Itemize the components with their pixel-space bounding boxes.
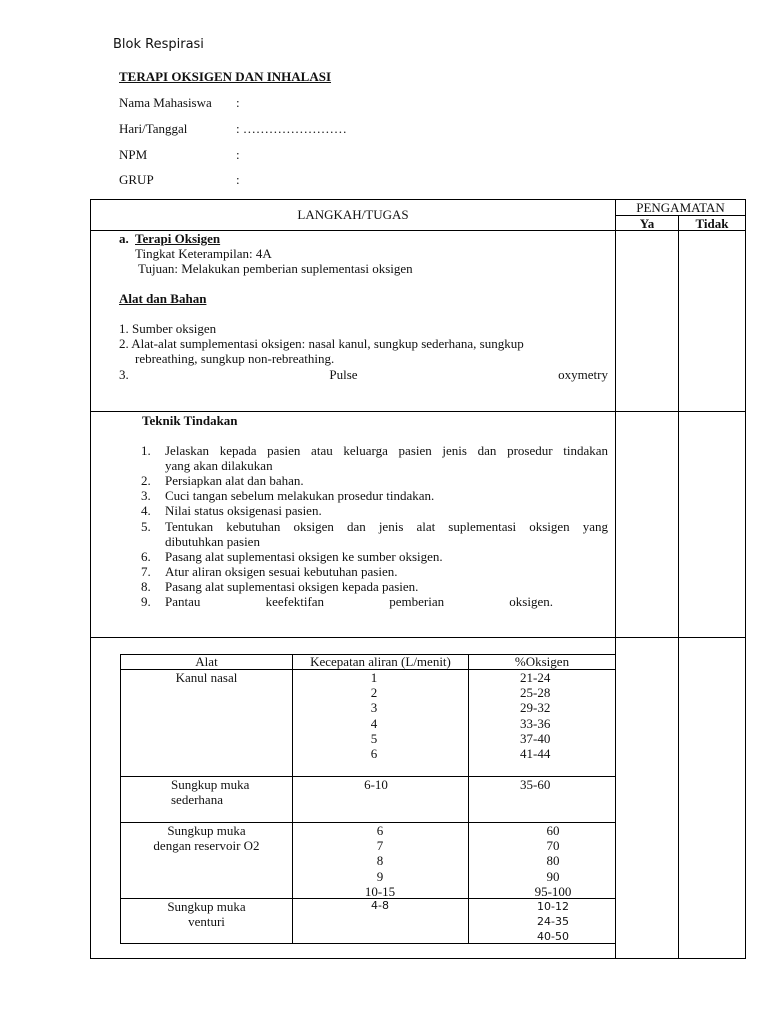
oxy-border-right — [615, 654, 616, 944]
column-header-steps: LANGKAH/TUGAS — [297, 207, 409, 222]
tool-item-3-word2: oxymetry — [558, 367, 608, 382]
oxy-oxygen-value: 80 — [546, 853, 560, 869]
oxy-flow-value: 7 — [376, 838, 384, 854]
field-label-name: Nama Mahasiswa — [119, 95, 212, 110]
step-text: dibutuhkan pasien — [165, 533, 260, 549]
table-border-yes-right — [678, 215, 679, 959]
tool-item-2: 2. Alat-alat sumplementasi oksigen: nasal kanul, sungkup sederhana, sungkup — [119, 336, 524, 351]
oxy-flow-value: 6 — [376, 823, 384, 838]
technique-title: Teknik Tindakan — [142, 413, 238, 428]
step-number: 2. — [141, 473, 151, 489]
tool-item-3 — [119, 367, 608, 383]
oxy-flow-value: 2 — [370, 685, 378, 701]
oxy-oxygen-reservoir — [505, 823, 601, 899]
table-border-right — [745, 199, 746, 959]
field-label-npm: NPM — [119, 147, 148, 162]
tool-item-3-word1: Pulse — [329, 367, 358, 382]
oxy-flows-reservoir — [293, 823, 467, 899]
step-text: Nilai status oksigenasi pasien. — [165, 503, 322, 519]
oxy-oxygen-value: 95-100 — [534, 883, 572, 899]
field-label-date: Hari/Tanggal — [119, 121, 188, 136]
header-label: Blok Respirasi — [113, 37, 204, 52]
oxy-flow-value: 4 — [370, 715, 378, 731]
tools-title: Alat dan Bahan — [119, 291, 207, 306]
column-header-observation: PENGAMATAN — [636, 200, 725, 215]
oxy-flow-value: 10-15 — [364, 883, 396, 899]
section-prefix: a. — [119, 231, 129, 246]
field-value-name: : — [236, 95, 240, 110]
step-number: 3. — [141, 488, 151, 504]
step-text: yang akan dilakukan — [165, 458, 273, 474]
oxy-flow-value: 5 — [370, 730, 378, 746]
oxy-oxygen-value: 10-12 — [537, 900, 569, 913]
oxy-oxygen-kanul — [520, 670, 550, 761]
oxy-oxygen-value: 60 — [546, 823, 560, 838]
step-9-text — [165, 594, 553, 610]
oxy-oxygen-simple-mask: 35-60 — [520, 777, 551, 792]
oxy-oxygen-value: 40-50 — [537, 930, 569, 943]
page-title: TERAPI OKSIGEN DAN INHALASI — [119, 69, 332, 84]
oxy-device-kanul: Kanul nasal — [175, 670, 238, 685]
step-9-word: pemberian — [389, 594, 445, 609]
oxy-oxygen-value: 33-36 — [520, 715, 551, 731]
step-text: Atur aliran oksigen sesuai kebutuhan pasien. — [165, 563, 398, 579]
step-text: Tentukan kebutuhan oksigen dan jenis alat suplementasi oksigen yang — [165, 518, 608, 534]
field-value-group: : — [236, 172, 240, 187]
oxy-oxygen-value: 37-40 — [520, 730, 551, 746]
oxy-oxygen-value: 29-32 — [520, 700, 551, 716]
step-number: 5. — [141, 518, 151, 534]
step-text: Pasang alat suplementasi oksigen kepada pasien. — [165, 578, 419, 594]
oxy-border-col2 — [468, 654, 469, 944]
oxy-oxygen-value: 90 — [546, 868, 560, 884]
oxy-flow-value: 1 — [370, 670, 378, 685]
oxy-oxygen-value: 21-24 — [520, 670, 551, 685]
oxy-device-venturi-2: venturi — [188, 914, 225, 929]
oxy-device-reservoir: Sungkup muka — [167, 823, 246, 838]
oxy-oxygen-value: 24-35 — [537, 915, 569, 928]
goal-text: Tujuan: Melakukan pemberian suplementasi oksigen — [138, 261, 413, 276]
step-number: 7. — [141, 563, 151, 579]
step-number: 4. — [141, 503, 151, 519]
oxy-flow-value: 6 — [370, 746, 378, 762]
oxy-flow-venturi: 4-8 — [371, 899, 389, 912]
tool-item-3-num: 3. — [119, 367, 129, 382]
step-number: 6. — [141, 548, 151, 564]
tool-item-1: 1. Sumber oksigen — [119, 321, 217, 336]
oxy-oxygen-value: 41-44 — [520, 746, 551, 762]
step-number: 8. — [141, 578, 151, 594]
oxy-device-reservoir-2: dengan reservoir O2 — [153, 838, 260, 853]
step-9-word: keefektifan — [265, 594, 325, 609]
oxy-oxygen-value: 70 — [546, 838, 560, 854]
oxy-oxygen-venturi — [505, 899, 601, 944]
oxy-flow-value: 3 — [370, 700, 378, 716]
step-text: Cuci tangan sebelum melakukan prosedur tindakan. — [165, 488, 435, 504]
field-value-date: : …………………… — [236, 121, 347, 136]
table-border-left — [90, 199, 91, 959]
table-border-row2 — [90, 637, 746, 638]
step-text: Jelaskan kepada pasien atau keluarga pasien jenis dan prosedur tindakan — [165, 443, 608, 458]
table-border-bottom — [90, 958, 746, 959]
skill-level: Tingkat Keterampilan: 4A — [135, 246, 272, 261]
oxy-oxygen-value: 25-28 — [520, 685, 551, 701]
table-border-row1 — [90, 411, 746, 412]
step-number: 1. — [141, 443, 151, 458]
oxy-header-oxygen: %Oksigen — [514, 654, 570, 669]
oxy-flow-simple-mask: 6-10 — [364, 777, 388, 792]
step-9-word: Pantau — [165, 594, 201, 609]
field-value-npm: : — [236, 147, 240, 162]
oxy-device-venturi: Sungkup muka — [167, 899, 246, 914]
oxy-flow-value: 9 — [376, 868, 384, 884]
field-label-group: GRUP — [119, 172, 154, 187]
oxy-flow-value: 8 — [376, 853, 384, 869]
oxy-flows-kanul — [293, 670, 455, 761]
oxy-device-simple-mask: Sungkup muka — [171, 777, 250, 792]
step-text: Pasang alat suplementasi oksigen ke sumber oksigen. — [165, 548, 443, 564]
step-9-word: oksigen. — [509, 594, 553, 609]
section-title: Terapi Oksigen — [135, 231, 221, 246]
step-9-num: 9. — [141, 594, 151, 609]
step-text: Persiapkan alat dan bahan. — [165, 473, 304, 489]
oxy-header-device: Alat — [195, 654, 218, 669]
column-header-yes: Ya — [639, 216, 655, 231]
oxy-header-flow: Kecepatan aliran (L/menit) — [310, 654, 451, 669]
tool-item-2-cont: rebreathing, sungkup non-rebreathing. — [135, 351, 335, 366]
oxy-device-simple-mask-2: sederhana — [171, 792, 223, 807]
column-header-no: Tidak — [695, 216, 729, 231]
